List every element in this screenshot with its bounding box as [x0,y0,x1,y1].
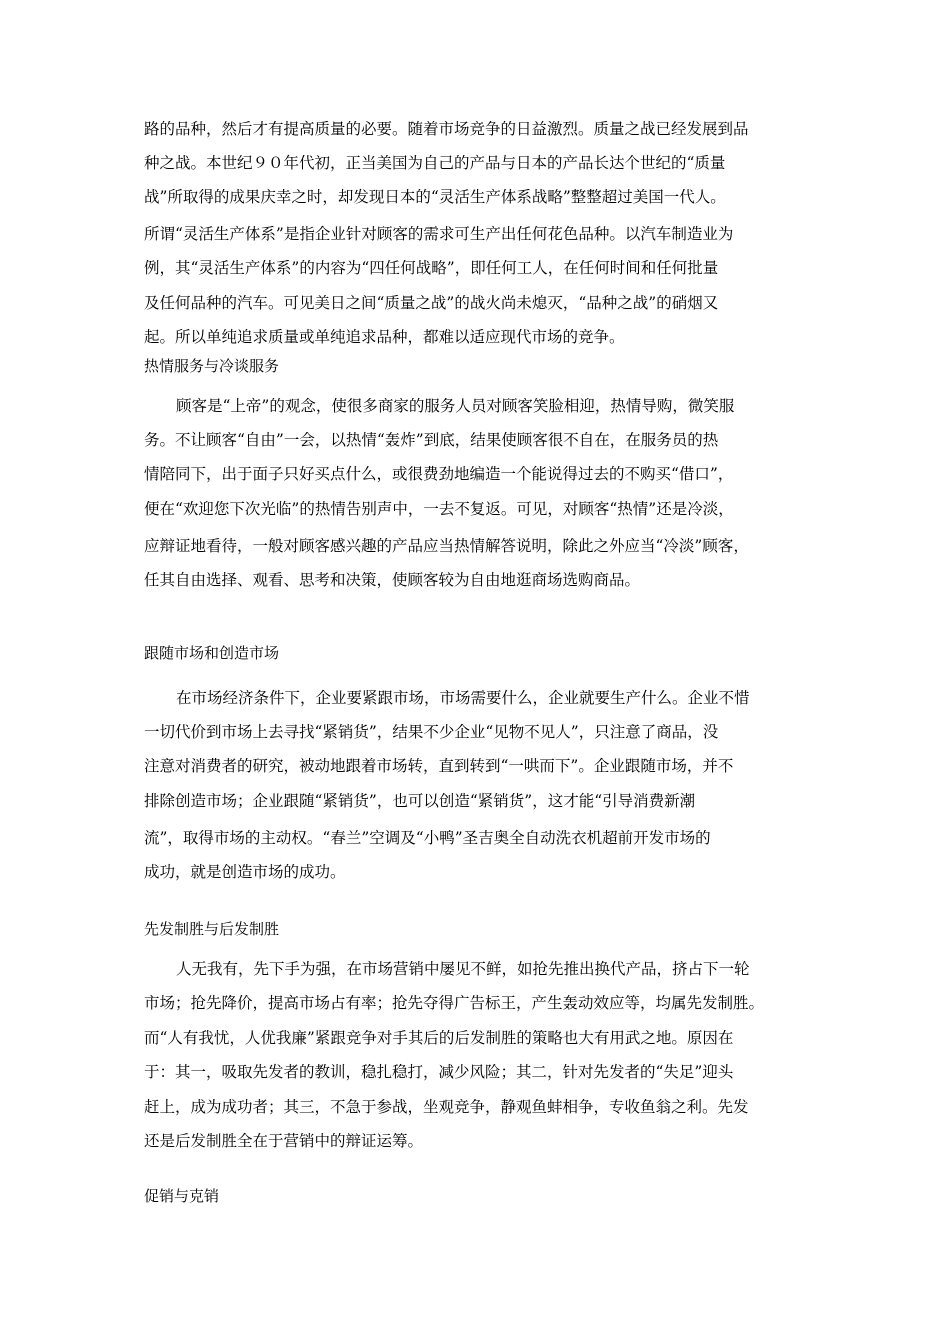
section-heading: 先发制胜与后发制胜 [144,920,280,938]
paragraph-line: 种之战。本世纪９０年代初，正当美国为自己的产品与日本的产品长达个世纪的“质量 [144,154,726,172]
paragraph-line: 任其自由选择、观看、思考和决策，使顾客较为自由地逛商场选购商品。 [144,571,641,589]
paragraph-line: 排除创造市场；企业跟随“紧销货”，也可以创造“紧销货”，这才能“引导消费新潮 [144,792,696,810]
paragraph-line: 务。不让顾客“自由”一会，以热情“轰炸”到底，结果使顾客很不自在，在服务员的热 [144,431,719,449]
paragraph-line: 例，其“灵活生产体系”的内容为“四任何战略”，即任何工人，在任何时间和任何批量 [144,259,719,277]
paragraph-line: 一切代价到市场上去寻找“紧销货”，结果不少企业“见物不见人”，只注意了商品，没 [144,723,719,741]
paragraph-line: 于：其一，吸取先发者的教训，稳扎稳打，减少风险；其二，针对先发者的“失足”迎头 [144,1063,734,1081]
paragraph-line: 路的品种，然后才有提高质量的必要。随着市场竞争的日益激烈。质量之战已经发展到品 [144,120,749,138]
paragraph-line: 战”所取得的成果庆幸之时，却发现日本的“灵活生产体系战略”整整超过美国一代人。 [144,188,726,206]
paragraph-line: 情陪同下，出于面子只好买点什么，或很费劲地编造一个能说得过去的不购买“借口”， [144,465,734,483]
paragraph-line: 顾客是“上帝”的观念，使很多商家的服务人员对顾客笑脸相迎，热情导购，微笑服 [176,397,735,415]
paragraph-line: 而“人有我忧，人优我廉”紧跟竞争对手其后的后发制胜的策略也大有用武之地。原因在 [144,1029,734,1047]
paragraph-line: 市场；抢先降价，提高市场占有率；抢先夺得广告标王，产生轰动效应等，均属先发制胜。 [144,994,765,1012]
paragraph-line: 人无我有，先下手为强，在市场营销中屡见不鲜，如抢先推出换代产品，挤占下一轮 [176,960,750,978]
paragraph-line: 还是后发制胜全在于营销中的辩证运筹。 [144,1132,424,1150]
section-heading: 跟随市场和创造市场 [144,644,280,662]
paragraph-line: 注意对消费者的研究，被动地跟着市场转，直到转到“一哄而下”。企业跟随市场，并不 [144,757,734,775]
section-heading: 促销与克销 [144,1187,220,1205]
paragraph-line: 所谓“灵活生产体系”是指企业针对顾客的需求可生产出任何花色品种。以汽车制造业为 [144,225,734,243]
paragraph-line: 流”，取得市场的主动权。“春兰”空调及“小鸭”圣吉奥全自动洗衣机超前开发市场的 [144,829,711,847]
paragraph-line: 起。所以单纯追求质量或单纯追求品种，都难以适应现代市场的竞争。 [144,328,625,346]
paragraph-line: 便在“欢迎您下次光临”的热情告别声中，一去不复返。可见，对顾客“热情”还是冷淡， [144,500,734,518]
paragraph-line: 成功，就是创造市场的成功。 [144,863,346,881]
paragraph-line: 及任何品种的汽车。可见美日之间“质量之战”的战火尚未熄灭，“品种之战”的硝烟又 [144,294,719,312]
paragraph-line: 在市场经济条件下，企业要紧跟市场，市场需要什么，企业就要生产什么。企业不惜 [176,689,750,707]
paragraph-line: 应辩证地看待，一般对顾客感兴趣的产品应当热情解答说明，除此之外应当“冷淡”顾客， [144,537,749,555]
section-heading: 热情服务与冷谈服务 [144,357,280,375]
paragraph-line: 赶上，成为成功者；其三，不急于参战，坐观竞争，静观鱼蚌相争，专收鱼翁之利。先发 [144,1098,749,1116]
